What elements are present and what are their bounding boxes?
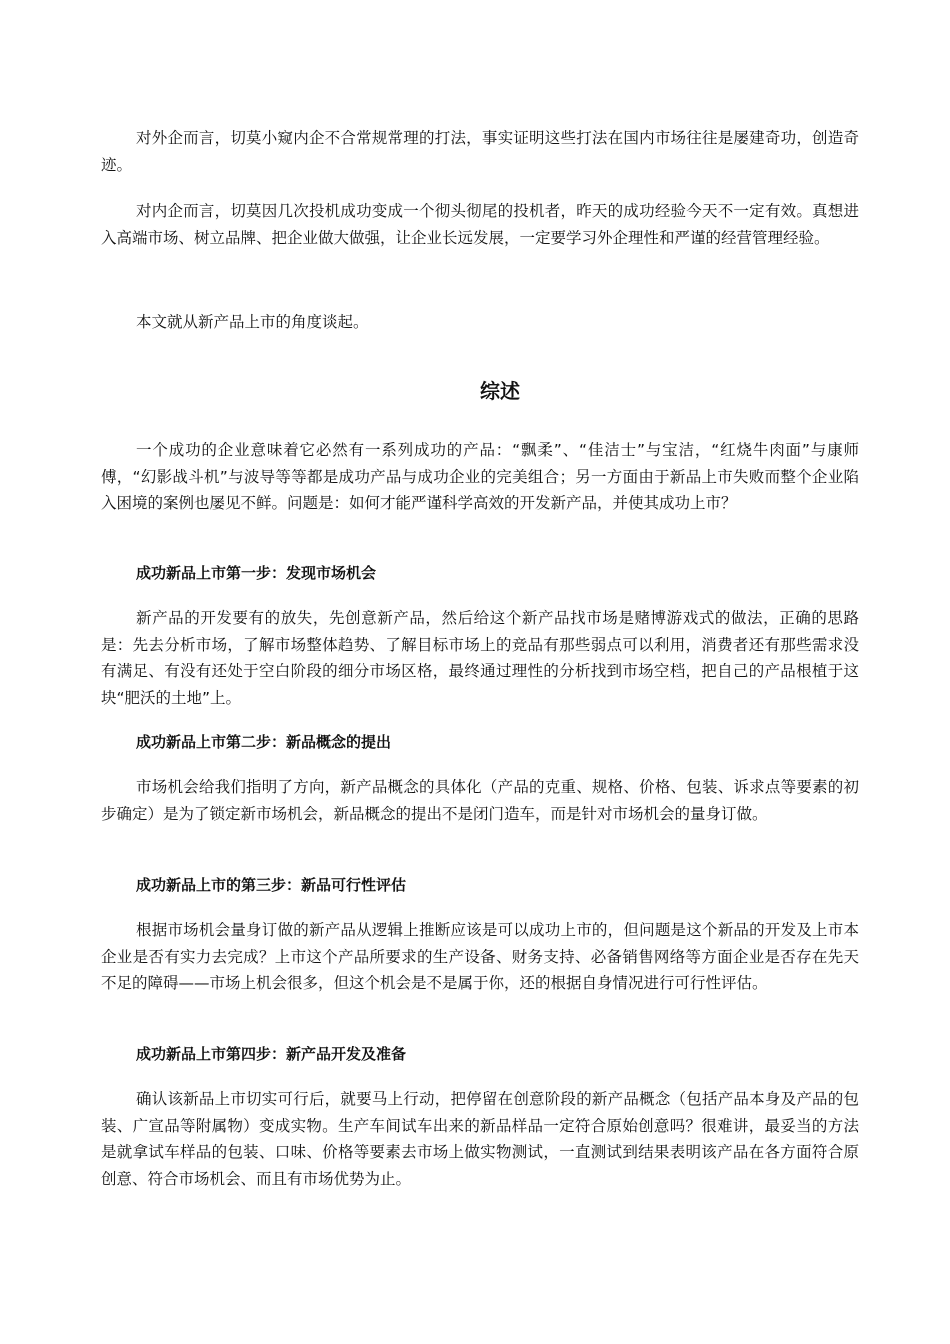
- intro-paragraph-domestic: 对内企而言，切莫因几次投机成功变成一个彻头彻尾的投机者，昨天的成功经验今天不一定有效。真想进入高端市场、树立品牌、把企业做大做强，让企业长远发展，一定要学习外企理性和严谨的经营管理经验。: [101, 202, 859, 247]
- step-2-heading: 成功新品上市第二步：新品概念的提出: [136, 733, 392, 751]
- intro-paragraph-foreign: 对外企而言，切莫小窥内企不合常规常理的打法，事实证明这些打法在国内市场往往是屡建奇功，创造奇迹。: [101, 129, 859, 174]
- step-3-heading: 成功新品上市的第三步：新品可行性评估: [136, 876, 407, 894]
- step-4-heading: 成功新品上市第四步：新产品开发及准备: [136, 1045, 407, 1063]
- section-title: 综述: [480, 379, 520, 403]
- step-1-heading: 成功新品上市第一步：发现市场机会: [136, 564, 377, 582]
- overview-paragraph: 一个成功的企业意味着它必然有一系列成功的产品：“飘柔”、“佳洁士”与宝洁，“红烧牛肉面”与康师傅，“幻影战斗机”与波导等等都是成功产品与成功企业的完美组合；另一方面由于新品上市失败而整个企业陷入困境的案例也屡见不鲜。问题是：如何才能严谨科学高效的开发新产品，并使其成功上市？: [101, 441, 859, 512]
- step-3-body: 根据市场机会量身订做的新产品从逻辑上推断应该是可以成功上市的，但问题是这个新品的开发及上市本企业是否有实力去完成？上市这个产品所要求的生产设备、财务支持、必备销售网络等方面企业是否存在先天不足的障碍——市场上机会很多，但这个机会是不是属于你，还的根据自身情况进行可行性评估。: [101, 921, 859, 992]
- step-4-body: 确认该新品上市切实可行后，就要马上行动，把停留在创意阶段的新产品概念（包括产品本身及产品的包装、广宣品等附属物）变成实物。生产车间试车出来的新品样品一定符合原始创意吗？很难讲，最妥当的方法是就拿试车样品的包装、口味、价格等要素去市场上做实物测试，一直测试到结果表明该产品在各方面符合原创意、符合市场机会、而且有市场优势为止。: [101, 1090, 859, 1188]
- step-1-body: 新产品的开发要有的放失，先创意新产品，然后给这个新产品找市场是赌博游戏式的做法，正确的思路是：先去分析市场，了解市场整体趋势、了解目标市场上的竞品有那些弱点可以利用，消费者还有那些需求没有满足、有没有还处于空白阶段的细分市场区格，最终通过理性的分析找到市场空档，把自己的产品根植于这块“肥沃的土地”上。: [101, 609, 859, 707]
- intro-paragraph-scope: 本文就从新产品上市的角度谈起。: [136, 313, 369, 331]
- step-2-body: 市场机会给我们指明了方向，新产品概念的具体化（产品的克重、规格、价格、包装、诉求点等要素的初步确定）是为了锁定新市场机会，新品概念的提出不是闭门造车，而是针对市场机会的量身订做。: [101, 778, 859, 823]
